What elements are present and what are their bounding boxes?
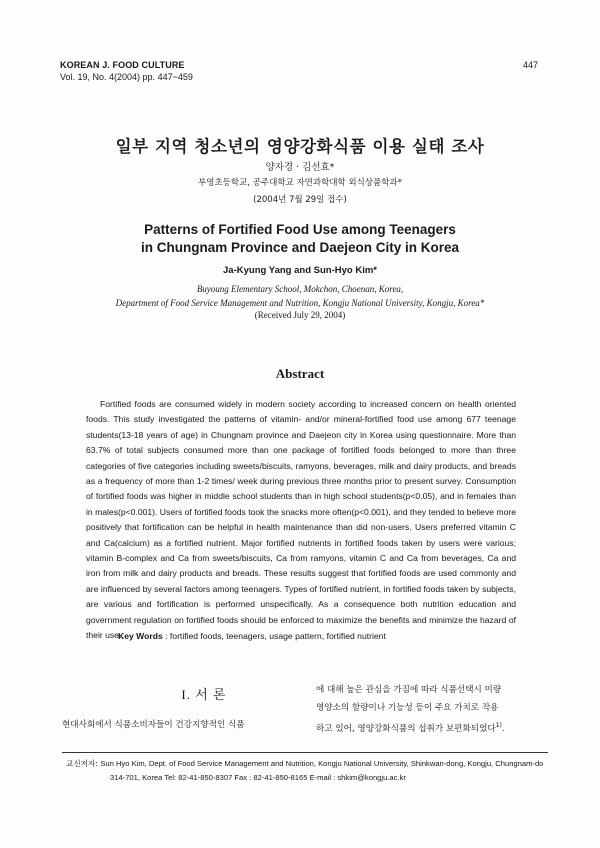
intro-right-line3-text: 하고 있어, 영양강화식품의 섭취가 보편화되었다 bbox=[316, 723, 496, 734]
english-title bbox=[0, 221, 600, 257]
english-authors: Ja-Kyung Yang and Sun-Hyo Kim* bbox=[223, 265, 377, 276]
abstract-heading: Abstract bbox=[275, 366, 325, 381]
reference-marker: 1) bbox=[495, 722, 502, 729]
footnote-divider bbox=[62, 752, 548, 753]
english-title-line1: Patterns of Fortified Food Use among Teenagers bbox=[144, 222, 456, 237]
keywords-list: : fortified foods, teenagers, usage pattern, fortified nutrient bbox=[162, 631, 386, 641]
english-affiliation-line1: Buyoung Elementary School, Mokchon, Choenan, Korea, bbox=[196, 284, 404, 294]
footnote-label: 교신저자: bbox=[66, 759, 101, 768]
intro-left-column: 현대사회에서 식품소비자들이 건강지향적인 식품 bbox=[62, 720, 245, 730]
volume-info: Vol. 19, No. 4(2004) pp. 447~459 bbox=[60, 72, 193, 82]
footnote-line1-text: Sun Hyo Kim, Dept. of Food Service Management and Nutrition, Kongju National University, Shinkwan-dong, Kongju, Chungnam-do bbox=[100, 759, 544, 768]
keywords-label: Key Words bbox=[118, 631, 163, 641]
english-affiliation-line2: Department of Food Service Management and Nutrition, Kongju National University, Kongju, Korea* bbox=[115, 298, 485, 308]
intro-right-line3-end: . bbox=[501, 723, 505, 734]
journal-name: KOREAN J. FOOD CULTURE bbox=[60, 60, 185, 70]
corresponding-author-footnote bbox=[66, 757, 556, 785]
intro-right-line1: 에 대해 높은 관심을 가짐에 따라 식품선택시 미량 bbox=[316, 685, 502, 695]
footnote-line2: 314-701, Korea Tel: 82-41-850-8307 Fax : 82-41-850-8165 E-mail : shkim@kongju.ac.kr bbox=[110, 773, 406, 782]
section-heading-introduction: I. 서 론 bbox=[181, 687, 227, 702]
korean-affiliation: 부영초등학교, 공주대학교 자연과학대학 외식상품학과* bbox=[198, 178, 402, 188]
english-affiliation bbox=[0, 282, 600, 310]
page-number: 447 bbox=[522, 60, 538, 70]
footnote-line1 bbox=[66, 757, 556, 771]
keywords bbox=[118, 631, 386, 641]
abstract-body: Fortified foods are consumed widely in modern society according to increased concern on health oriented foods. This study investigated the patterns of vitamin- and/or mineral-fortified food use among 677 teenage students(13-18 years of age) in Chungnam province and Daejeon city in Korea using questionnaire. More than 63.7% of total subjects consumed more than one package of fortified foods belonged to more than three categories of five categories including sweets/biscuits, ramyons, beverages, milk and dairy products, and breads as a frequency of more than 1-2 times/ week during previous three months prior to present survey. Consumption of fortified foods was higher in middle school students than in high school students(p<0.05), and in females than in males(p<0.001). Users of fortified foods took the snacks more often(p<0.001), and they tended to believe more positively that fortification can be helpful in health maintenance than did non-users. Users preferred vitamin C and Ca(calcium) as a fortified nutrient. Major fortified nutrients in fortified foods taken by users were various; vitamin B-complex and Ca from sweets/biscuits, Ca from ramyons, vitamin C and Ca from beverages, Ca and iron from milk and dairy products and breads. These results suggest that fortified foods are used commonly and are influenced by several factors among teenagers. Types of fortified nutrient, in fortified foods taken by subjects, are various and fortification is performed unspecifically. As a consequence both nutrition education and government regulation on fortified foods should be enforced to maximize the benefits and minimize the hazard of their use. bbox=[86, 399, 516, 641]
english-title-line2: in Chungnam Province and Daejeon City in Korea bbox=[140, 240, 460, 255]
intro-right-line3 bbox=[316, 717, 548, 738]
korean-authors: 양자경 · 김선효* bbox=[265, 162, 335, 173]
korean-received-date: (2004년 7월 29일 접수) bbox=[253, 195, 347, 205]
english-received-date: (Received July 29, 2004) bbox=[254, 310, 346, 320]
journal-info bbox=[60, 59, 193, 83]
intro-right-column bbox=[316, 682, 548, 738]
intro-right-line2: 영양소의 함량이나 기능성 등이 주요 가치로 작용 bbox=[316, 702, 499, 713]
korean-title: 일부 지역 청소년의 영양강화식품 이용 실태 조사 bbox=[115, 137, 485, 156]
